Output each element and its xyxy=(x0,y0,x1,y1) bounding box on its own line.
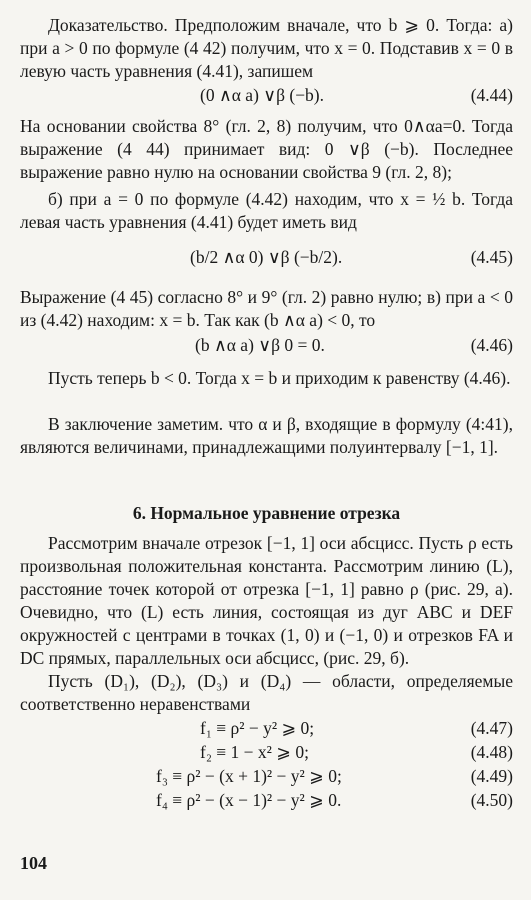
equation-number: (4.50) xyxy=(470,790,513,810)
equation-formula: (b/2 ∧α 0) ∨β (−b/2). xyxy=(190,247,343,267)
equation-formula: (b ∧α a) ∨β 0 = 0. xyxy=(195,335,325,355)
paragraph-b-negative: Пусть теперь b < 0. Тогда x = b и приходим к равенству (4.46). xyxy=(48,368,511,388)
equation-formula: f₃ ≡ ρ² − (x + 1)² − y² ⩾ 0; xyxy=(156,766,342,786)
equation-4-50 xyxy=(20,788,513,812)
equation-number: (4.45) xyxy=(470,247,513,267)
paragraph-segment: Рассмотрим вначале отрезок [−1, 1] оси абсцисс. Пусть ρ есть произвольная положительная константа. Рассмотрим линию (L), расстояние точек которой от отрезка [−1, 1] равно ρ (рис. 29, а). Очевидно, что (L) есть линия, состоящая из дуг ABC и DEF окружностей с центрами в точках (1, 0) и (−1, 0) и отрезков FA и DC прямых, параллельных оси абсцисс, (рис. 29, б). xyxy=(20,533,513,668)
paragraph-conclusion: В заключение заметим. что α и β, входящие в формулу (4:41), являются величинами, принадлежащими полуинтервалу [−1, 1]. xyxy=(20,414,513,457)
equation-number: (4.49) xyxy=(470,766,513,786)
equation-number: (4.46) xyxy=(470,335,513,355)
equation-4-44 xyxy=(20,83,513,107)
paragraph-regions: Пусть (D₁), (D₂), (D₃) и (D₄) — области, определяемые соответственно неравенствами xyxy=(20,671,513,714)
paragraph-case-b: б) при a = 0 по формуле (4.42) находим, что x = ½ b. Тогда левая часть уравнения (4.41) будет иметь вид xyxy=(20,189,513,232)
paragraph-proof-start: Доказательство. Предположим вначале, что b ⩾ 0. Тогда: а) при a > 0 по формуле (4 42) получим, что x = 0. Подставив x = 0 в левую часть уравнения (4.41), запишем xyxy=(20,15,513,81)
equation-formula: f₁ ≡ ρ² − y² ⩾ 0; xyxy=(200,718,315,738)
paragraph-property: На основании свойства 8° (гл. 2, 8) получим, что 0∧αa=0. Тогда выражение (4 44) принимает вид: 0 ∨β (−b). Последнее выражение равно нулю на основании свойства 9 (гл. 2, 8); xyxy=(20,116,513,182)
equation-number: (4.44) xyxy=(470,85,513,105)
paragraph-case-c: Выражение (4 45) согласно 8° и 9° (гл. 2) равно нулю; в) при a < 0 из (4.42) находим: x = b. Так как (b ∧α a) < 0, то xyxy=(20,287,513,330)
equation-4-45 xyxy=(20,234,513,280)
section-heading: 6. Нормальное уравнение отрезка xyxy=(132,503,401,523)
equation-formula: f₂ ≡ 1 − x² ⩾ 0; xyxy=(200,742,309,762)
equation-4-46 xyxy=(20,333,513,357)
equation-4-47 xyxy=(20,716,513,740)
equation-4-49 xyxy=(20,764,513,788)
equation-4-48 xyxy=(20,740,513,764)
page-number: 104 xyxy=(20,853,47,873)
equation-number: (4.48) xyxy=(470,742,513,762)
equation-formula: f₄ ≡ ρ² − (x − 1)² − y² ⩾ 0. xyxy=(156,790,342,810)
equation-formula: (0 ∧α a) ∨β (−b). xyxy=(200,85,325,105)
equation-number: (4.47) xyxy=(470,718,513,738)
